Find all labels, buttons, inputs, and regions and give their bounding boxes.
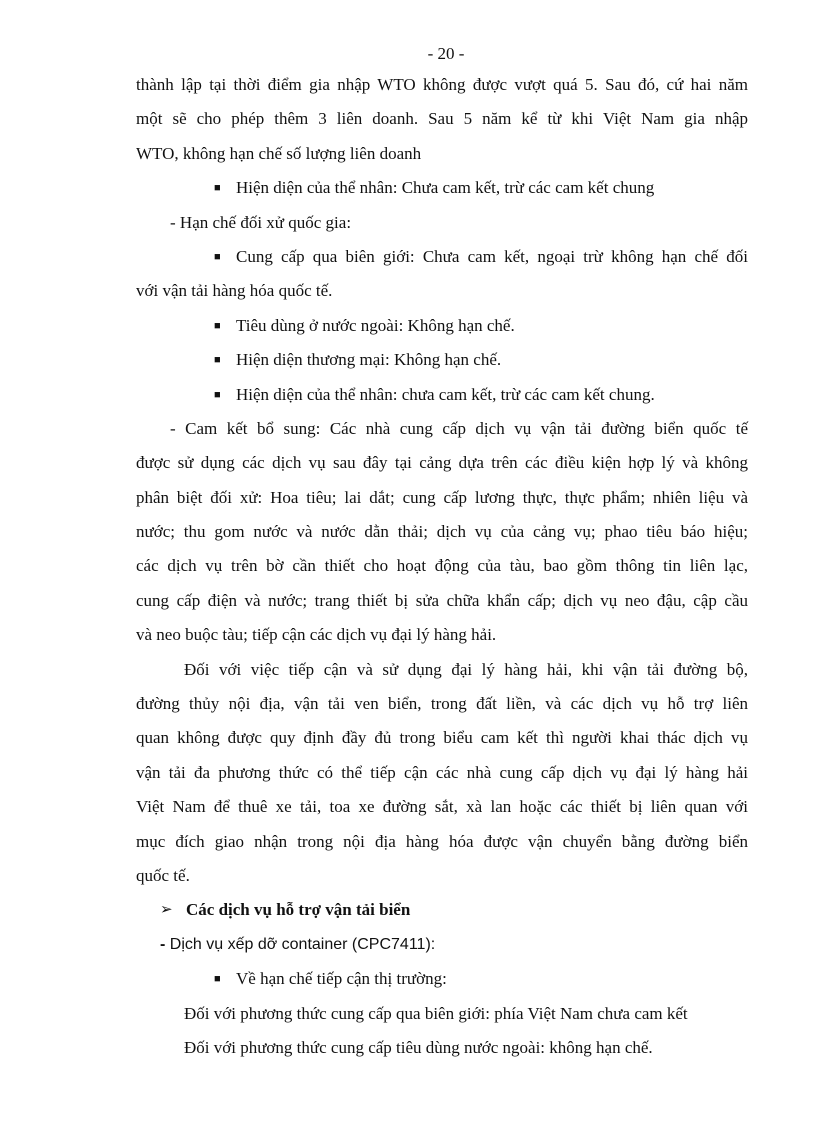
paragraph-line: một sẽ cho phép thêm 3 liên doanh. Sau 5 năm kể từ khi Việt Nam gia nhập xyxy=(136,109,748,129)
paragraph-line: Đối với phương thức cung cấp tiêu dùng nước ngoài: không hạn chế. xyxy=(184,1037,653,1057)
section-heading xyxy=(136,893,748,927)
paragraph-line: Đối với phương thức cung cấp qua biên giới: phía Việt Nam chưa cam kết xyxy=(184,1003,688,1023)
paragraph-line: Việt Nam để thuê xe tải, toa xe đường sắt, xà lan hoặc các thiết bị liên quan với xyxy=(136,797,748,817)
dash-marker: - xyxy=(160,935,166,953)
bullet-item xyxy=(136,171,748,205)
bullet-item xyxy=(136,962,748,996)
paragraph-line: và neo buộc tàu; tiếp cận các dịch vụ đại lý hàng hải. xyxy=(136,625,497,645)
paragraph-line: nước; thu gom nước và nước dằn thải; dịch vụ của cảng vụ; phao tiêu báo hiệu; xyxy=(136,522,748,542)
paragraph-line: - Cam kết bổ sung: Các nhà cung cấp dịch vụ vận tải đường biển quốc tế xyxy=(170,418,748,438)
paragraph-line: quan không được quy định đầy đủ trong biểu cam kết thì người khai thác dịch vụ xyxy=(136,728,748,748)
square-bullet-icon: ■ xyxy=(214,319,221,332)
paragraph-line: đường thủy nội địa, vận tải ven biển, trong đất liền, và các dịch vụ hỗ trợ liên xyxy=(136,694,748,714)
square-bullet-icon: ■ xyxy=(214,388,221,401)
document-page xyxy=(136,40,748,1065)
square-bullet-icon: ■ xyxy=(214,973,221,986)
bullet-text: Về hạn chế tiếp cận thị trường: xyxy=(236,969,447,989)
paragraph-line: vận tải đa phương thức có thể tiếp cận các nhà cung cấp dịch vụ đại lý hàng hải xyxy=(136,762,748,782)
container-service-line xyxy=(136,928,748,962)
paragraph-line: quốc tế. xyxy=(136,865,190,885)
paragraph-line: thành lập tại thời điểm gia nhập WTO không được vượt quá 5. Sau đó, cứ hai năm xyxy=(136,75,748,94)
bullet-item xyxy=(136,240,748,274)
bullet-item xyxy=(136,378,748,412)
paragraph-line: phân biệt đối xử: Hoa tiêu; lai dắt; cung cấp lương thực, thực phẩm; nhiên liệu và xyxy=(136,487,748,507)
section-heading-text: Các dịch vụ hỗ trợ vận tải biển xyxy=(186,900,411,920)
page-number: - 20 - xyxy=(427,44,465,63)
bullet-text: Hiện diện thương mại: Không hạn chế. xyxy=(236,350,502,370)
bullet-item xyxy=(136,309,748,343)
paragraph-line: các dịch vụ trên bờ cần thiết cho hoạt động của tàu, bao gồm thông tin liên lạc, xyxy=(136,556,748,576)
paragraph-line: cung cấp điện và nước; trang thiết bị sửa chữa khẩn cấp; dịch vụ neo đậu, cập cầu xyxy=(136,590,748,610)
national-treatment-heading: - Hạn chế đối xử quốc gia: xyxy=(170,212,352,232)
arrowhead-icon: ➢ xyxy=(160,902,173,919)
paragraph-line: WTO, không hạn chế số lượng liên doanh xyxy=(136,143,422,163)
paragraph-line: được sử dụng các dịch vụ sau đây tại cảng dựa trên các điều kiện hợp lý và không xyxy=(136,453,748,473)
square-bullet-icon: ■ xyxy=(214,250,221,263)
square-bullet-icon: ■ xyxy=(214,354,221,367)
paragraph-line: Đối với việc tiếp cận và sử dụng đại lý hàng hải, khi vận tải đường bộ, xyxy=(184,659,748,679)
paragraph-line: với vận tải hàng hóa quốc tế. xyxy=(136,281,333,301)
bullet-text: Tiêu dùng ở nước ngoài: Không hạn chế. xyxy=(236,315,515,335)
square-bullet-icon: ■ xyxy=(214,182,221,195)
bullet-text: Cung cấp qua biên giới: Chưa cam kết, ngoại trừ không hạn chế đối xyxy=(236,246,748,266)
bullet-item xyxy=(136,343,748,377)
container-service-text: Dịch vụ xếp dỡ container (CPC7411): xyxy=(169,935,436,953)
bullet-text: Hiện diện của thể nhân: Chưa cam kết, trừ các cam kết chung xyxy=(236,178,655,198)
bullet-text: Hiện diện của thể nhân: chưa cam kết, trừ các cam kết chung. xyxy=(236,384,655,404)
paragraph-line: mục đích giao nhận trong nội địa hàng hóa được vận chuyển bằng đường biển xyxy=(136,831,748,851)
